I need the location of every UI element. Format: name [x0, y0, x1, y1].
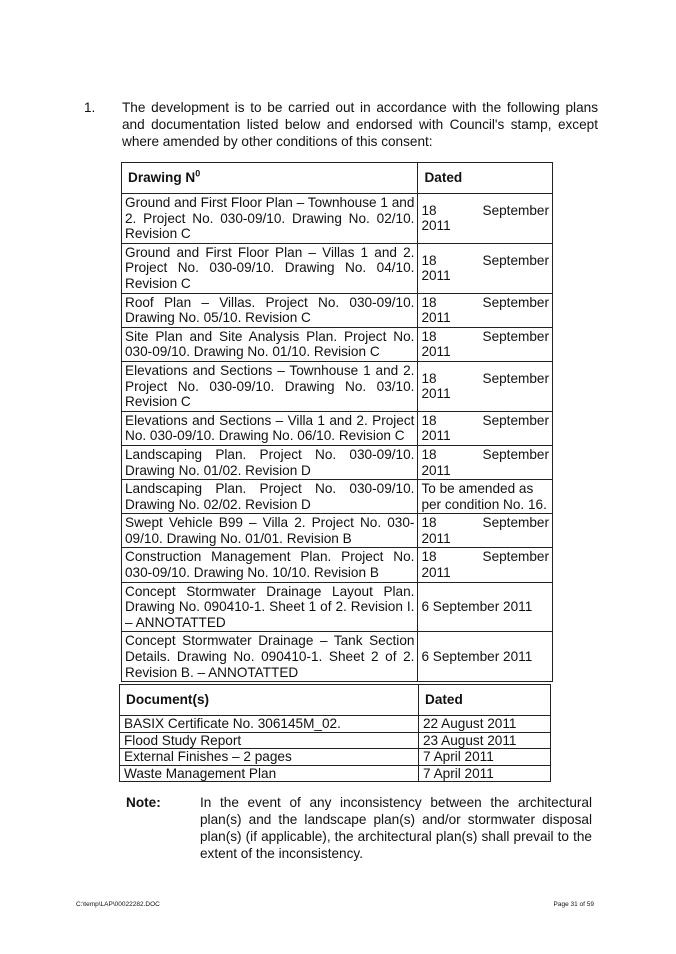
date-month: September — [482, 549, 549, 565]
drawing-row — [122, 194, 553, 244]
document-name: Waste Management Plan — [120, 765, 419, 782]
date-day: 18 — [421, 328, 437, 344]
date-day: 18 — [421, 370, 437, 386]
date-year: 2011 — [421, 386, 451, 402]
drawing-description: Concept Stormwater Drainage Layout Plan. Drawing No. 090410-1. Sheet 1 of 2. Revision I. – ANNOTATTED — [122, 582, 418, 632]
drawing-description: Ground and First Floor Plan – Villas 1 and 2. Project No. 030-09/10. Drawing No. 04/10. Revision C — [122, 243, 418, 293]
date-month: September — [482, 515, 549, 531]
drawing-date — [418, 361, 553, 411]
date-month: September — [482, 294, 549, 310]
document-name: BASIX Certificate No. 306145M_02. — [120, 716, 419, 733]
document-date: 7 April 2011 — [419, 749, 551, 766]
condition-number: 1. — [84, 100, 96, 115]
date-month: September — [482, 252, 549, 268]
footer-page-number: Page 31 of 59 — [553, 901, 594, 908]
date-day: 18 — [421, 549, 437, 565]
date-day: 18 — [421, 202, 437, 218]
date-day: 18 — [421, 446, 437, 462]
drawing-header-cell: Drawing $N^0$ — [122, 163, 418, 194]
drawing-row — [122, 243, 553, 293]
drawing-date: To be amended as per condition No. 16. — [418, 480, 553, 514]
footer-file-path: C:\temp\LAP\00022282.DOC — [76, 901, 160, 908]
drawing-date: 6 September 2011 — [418, 582, 553, 632]
date-day: 18 — [421, 294, 437, 310]
documents-header-row — [120, 685, 551, 716]
document-row — [120, 749, 551, 766]
drawings-table — [121, 162, 553, 682]
date-month: September — [482, 202, 549, 218]
date-year: 2011 — [421, 268, 451, 284]
date-month: September — [482, 328, 549, 344]
dated-header-cell: Dated — [418, 163, 553, 194]
drawing-row — [122, 411, 553, 445]
date-month: September — [482, 412, 549, 428]
document-dated-header-cell: Dated — [419, 685, 551, 716]
date-day: 18 — [421, 412, 437, 428]
date-year: 2011 — [421, 344, 451, 360]
date-year: 2011 — [421, 218, 451, 234]
drawing-row — [122, 445, 553, 479]
document-date: 7 April 2011 — [419, 765, 551, 782]
note-text: In the event of any inconsistency between the architectural plan(s) and the landscape plan(s) and/or stormwater disposal plan(s) (if applicable), the architectural plan(s) shall prevail to the extent of the inconsistency. — [200, 795, 592, 861]
drawings-header-row — [122, 163, 553, 194]
documents-table — [119, 684, 551, 782]
drawing-date — [418, 514, 553, 548]
date-month: September — [482, 370, 549, 386]
drawing-row — [122, 582, 553, 632]
document-row — [120, 732, 551, 749]
date-year: 2011 — [421, 310, 451, 326]
drawing-date — [418, 243, 553, 293]
drawing-description: Elevations and Sections – Villa 1 and 2. Project No. 030-09/10. Drawing No. 06/10. Revision C — [122, 411, 418, 445]
drawing-row — [122, 548, 553, 582]
drawing-description: Elevations and Sections – Townhouse 1 and 2. Project No. 030-09/10. Drawing No. 03/10. Revision C — [122, 361, 418, 411]
date-day: 18 — [421, 515, 437, 531]
drawing-description: Concept Stormwater Drainage – Tank Section Details. Drawing No. 090410-1. Sheet 2 of 2. Revision B. – ANNOTATTED — [122, 632, 418, 682]
drawing-date — [418, 194, 553, 244]
drawing-date — [418, 411, 553, 445]
date-year: 2011 — [421, 565, 451, 581]
drawing-row — [122, 293, 553, 327]
drawing-row — [122, 632, 553, 682]
document-date: 23 August 2011 — [419, 732, 551, 749]
drawing-description: Swept Vehicle B99 – Villa 2. Project No. 030-09/10. Drawing No. 01/01. Revision B — [122, 514, 418, 548]
drawing-date — [418, 445, 553, 479]
drawing-row — [122, 480, 553, 514]
drawing-date — [418, 327, 553, 361]
drawing-row — [122, 361, 553, 411]
drawing-description: Construction Management Plan. Project No. 030-09/10. Drawing No. 10/10. Revision B — [122, 548, 418, 582]
condition-text: The development is to be carried out in accordance with the following plans and documentation listed below and endorsed with Council's stamp, except where amended by other conditions of this consent: — [122, 100, 598, 149]
document-header-cell: Document(s) — [120, 685, 419, 716]
document-name: Flood Study Report — [120, 732, 419, 749]
drawing-date — [418, 548, 553, 582]
date-year: 2011 — [421, 462, 451, 478]
drawing-row — [122, 514, 553, 548]
drawing-date — [418, 293, 553, 327]
document-row — [120, 765, 551, 782]
document-row — [120, 716, 551, 733]
date-day: 18 — [421, 252, 437, 268]
note-label: Note: — [126, 795, 161, 810]
date-month: September — [482, 446, 549, 462]
drawing-description: Landscaping Plan. Project No. 030-09/10. Drawing No. 01/02. Revision D — [122, 445, 418, 479]
drawing-date: 6 September 2011 — [418, 632, 553, 682]
date-year: 2011 — [421, 530, 451, 546]
drawing-description: Ground and First Floor Plan – Townhouse 1 and 2. Project No. 030-09/10. Drawing No. 02/10. Revision C — [122, 194, 418, 244]
document-name: External Finishes – 2 pages — [120, 749, 419, 766]
drawing-row — [122, 327, 553, 361]
drawing-description: Site Plan and Site Analysis Plan. Project No. 030-09/10. Drawing No. 01/10. Revision C — [122, 327, 418, 361]
document-date: 22 August 2011 — [419, 716, 551, 733]
drawing-description: Roof Plan – Villas. Project No. 030-09/10. Drawing No. 05/10. Revision C — [122, 293, 418, 327]
drawing-description: Landscaping Plan. Project No. 030-09/10. Drawing No. 02/02. Revision D — [122, 480, 418, 514]
date-year: 2011 — [421, 428, 451, 444]
